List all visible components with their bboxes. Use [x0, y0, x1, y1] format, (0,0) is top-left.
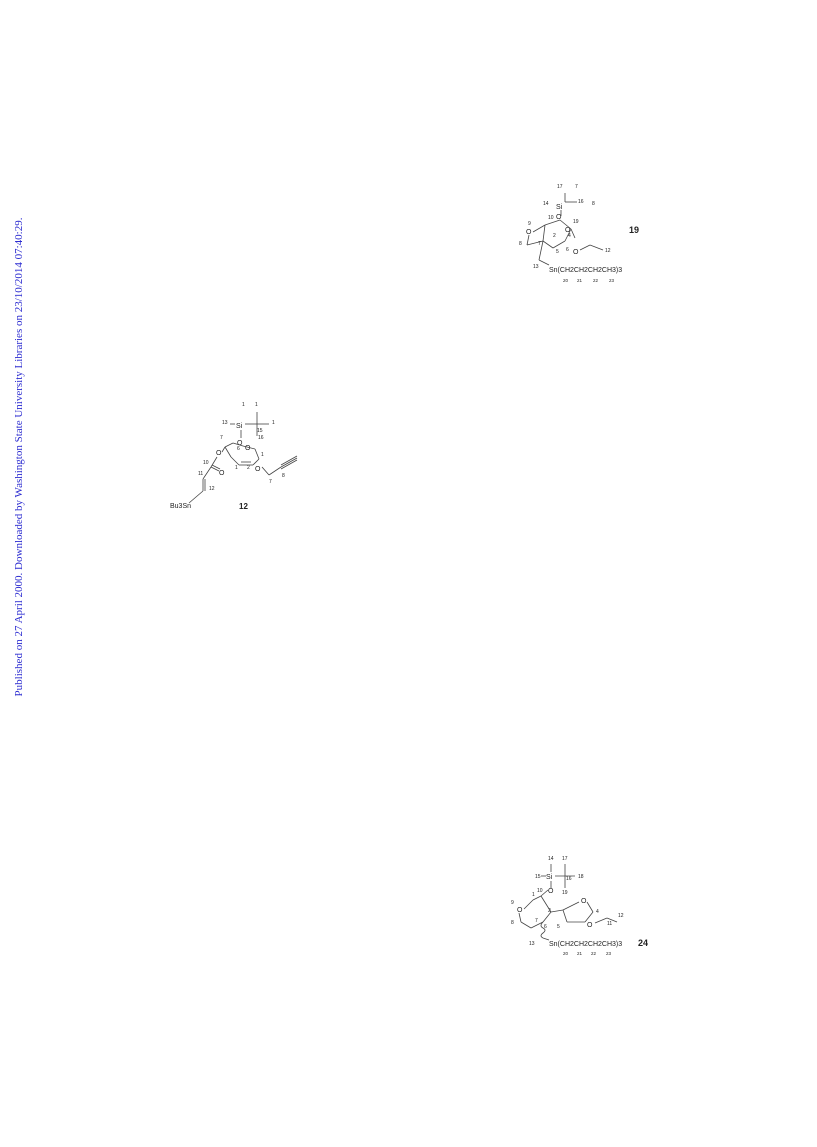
- svg-text:13: 13: [533, 264, 539, 270]
- svg-text:17: 17: [562, 856, 568, 862]
- svg-text:15: 15: [535, 874, 541, 880]
- svg-text:2: 2: [247, 465, 250, 471]
- svg-text:19: 19: [573, 219, 579, 225]
- svg-text:20: 20: [563, 951, 569, 956]
- svg-text:21: 21: [577, 278, 583, 283]
- svg-text:7: 7: [269, 479, 272, 485]
- svg-text:1: 1: [242, 402, 245, 408]
- svg-text:21: 21: [577, 951, 583, 956]
- svg-text:O: O: [245, 445, 251, 452]
- svg-text:10: 10: [203, 460, 209, 466]
- svg-text:8: 8: [519, 241, 522, 247]
- structure-12-drawing: [165, 395, 315, 520]
- structure-24-drawing: [505, 850, 665, 960]
- svg-text:17: 17: [557, 184, 563, 190]
- svg-text:22: 22: [593, 278, 599, 283]
- svg-text:15: 15: [257, 428, 263, 434]
- structure-19-tin-group: Sn(CH2CH2CH2CH3)3: [549, 267, 623, 274]
- svg-text:10: 10: [548, 215, 554, 221]
- structure-19: [505, 175, 665, 290]
- svg-text:1: 1: [255, 402, 258, 408]
- svg-text:5: 5: [557, 924, 560, 930]
- svg-text:6: 6: [544, 924, 547, 930]
- structure-19-drawing: [505, 175, 665, 290]
- svg-text:16: 16: [578, 199, 584, 205]
- svg-text:7: 7: [220, 435, 223, 441]
- svg-text:8: 8: [511, 920, 514, 926]
- svg-text:12: 12: [618, 913, 624, 919]
- svg-text:10: 10: [537, 888, 543, 894]
- svg-text:14: 14: [548, 856, 554, 862]
- svg-text:O: O: [237, 440, 243, 447]
- svg-text:20: 20: [563, 278, 569, 283]
- svg-text:Si: Si: [236, 423, 243, 430]
- svg-text:12: 12: [605, 248, 611, 254]
- svg-text:7: 7: [535, 918, 538, 924]
- svg-text:O: O: [556, 214, 562, 221]
- compound-12-label: 12: [239, 502, 248, 511]
- structure-24: [505, 850, 665, 960]
- svg-text:1: 1: [532, 892, 535, 898]
- svg-text:Si: Si: [556, 204, 563, 211]
- svg-text:11: 11: [198, 471, 204, 477]
- structure-12: [165, 395, 315, 520]
- svg-text:2: 2: [553, 233, 556, 239]
- svg-text:6: 6: [566, 247, 569, 253]
- svg-text:8: 8: [282, 473, 285, 479]
- svg-text:O: O: [517, 907, 523, 914]
- svg-text:11: 11: [607, 921, 613, 927]
- structure-12-tin-group: Bu3Sn: [170, 503, 192, 510]
- svg-text:Si: Si: [546, 874, 553, 881]
- svg-text:4: 4: [568, 233, 571, 239]
- svg-text:18: 18: [578, 874, 584, 880]
- svg-text:O: O: [581, 898, 587, 905]
- svg-text:23: 23: [609, 278, 615, 283]
- svg-text:9: 9: [528, 221, 531, 227]
- svg-text:16: 16: [258, 435, 264, 441]
- svg-text:O: O: [587, 922, 593, 929]
- svg-text:12: 12: [209, 486, 215, 492]
- svg-text:O: O: [219, 470, 225, 477]
- svg-text:7: 7: [538, 241, 541, 247]
- svg-text:O: O: [565, 227, 571, 234]
- svg-text:9: 9: [511, 900, 514, 906]
- svg-text:O: O: [216, 450, 222, 457]
- svg-text:O: O: [573, 249, 579, 256]
- svg-text:22: 22: [591, 951, 597, 956]
- compound-24-label: 24: [638, 938, 649, 948]
- svg-text:4: 4: [596, 909, 599, 915]
- compound-19-label: 19: [629, 225, 640, 235]
- svg-text:7: 7: [575, 184, 578, 190]
- svg-text:8: 8: [592, 201, 595, 207]
- svg-text:23: 23: [606, 951, 612, 956]
- svg-text:14: 14: [543, 201, 549, 207]
- svg-text:O: O: [255, 466, 261, 473]
- svg-text:1: 1: [261, 452, 264, 458]
- svg-text:6: 6: [237, 446, 240, 452]
- svg-text:13: 13: [222, 420, 228, 426]
- structure-24-tin-group: Sn(CH2CH2CH2CH3)3: [549, 941, 623, 948]
- svg-text:16: 16: [566, 876, 572, 882]
- svg-text:19: 19: [562, 890, 568, 896]
- download-watermark: Published on 27 April 2000. Downloaded by Washington State University Libraries on 23/10/2014 07:40:29.: [13, 217, 25, 697]
- svg-text:O: O: [526, 229, 532, 236]
- svg-text:5: 5: [556, 249, 559, 255]
- svg-text:1: 1: [272, 420, 275, 426]
- svg-text:O: O: [548, 888, 554, 895]
- svg-text:2: 2: [548, 908, 551, 914]
- svg-text:13: 13: [529, 941, 535, 947]
- svg-text:1: 1: [235, 465, 238, 471]
